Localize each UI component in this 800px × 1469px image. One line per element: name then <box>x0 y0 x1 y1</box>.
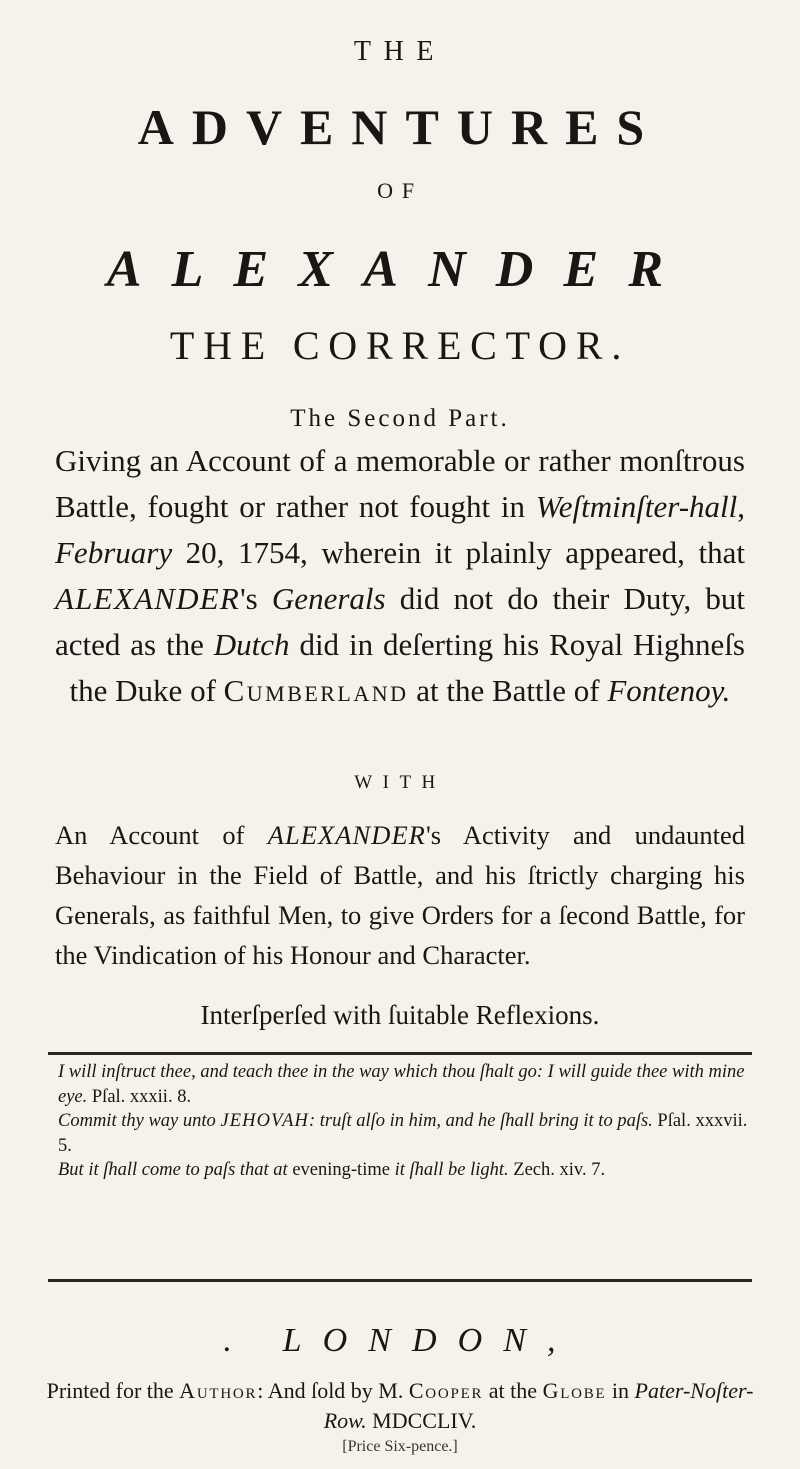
description-text: did in deſerting his Royal Highneſs the Duke of <box>69 627 745 708</box>
word-generals: Generals <box>271 581 386 616</box>
account-text: An Account of <box>55 820 268 850</box>
imprint-printer: Cooper <box>408 1378 484 1403</box>
epigraph-text: : truſt alſo in him, and he ſhall bring it to paſs. <box>308 1111 653 1131</box>
description-text: , <box>737 489 745 524</box>
title-adventures: ADVENTURES <box>137 99 663 155</box>
divider-rule <box>48 1052 752 1055</box>
price-note: [Price Six-pence.] <box>342 1438 458 1455</box>
epigraph-reference: Pſal. xxxvii. 5. <box>58 1111 748 1156</box>
name-cumberland: Cumberland <box>223 673 409 708</box>
epigraph-1 <box>58 1060 748 1109</box>
word-dutch: Dutch <box>213 627 290 662</box>
epigraph-divine-name: JEHOVAH <box>220 1111 309 1131</box>
account-text: 's Activity and undaunted Behaviour in the Field of Battle, and his ſtrictly charging his Generals, as faithful Men, to give Orders for a ſecond Battle, for the Vindication of his Honour and Character. <box>55 820 745 970</box>
second-account-paragraph <box>55 815 745 975</box>
imprint-street: Pater-Noſter-Row. <box>323 1378 754 1433</box>
title-the-corrector: THE CORRECTOR. <box>169 323 631 368</box>
epigraph-text: it ſhall be light. <box>389 1160 509 1180</box>
imprint-globe: Globe <box>542 1378 607 1403</box>
title-alexander: ALEXANDER <box>106 241 694 298</box>
epigraph-2 <box>58 1109 748 1158</box>
imprint-text: at the <box>483 1378 543 1403</box>
description-text: 20, 1754, wherein it plainly appeared, that <box>172 535 745 570</box>
imprint-author: Author <box>179 1378 258 1403</box>
name-alexander: ALEXANDER <box>267 820 426 850</box>
epigraph-reference: Zech. xiv. 7. <box>513 1160 606 1180</box>
date-month: February <box>55 535 173 570</box>
imprint-city: . LONDON, <box>223 1322 577 1359</box>
place-fontenoy: Fontenoy. <box>607 673 731 708</box>
epigraph-text: But it ſhall come to paſs that at <box>58 1160 293 1180</box>
interspersed-line: Interſperſed with ſuitable Reflexions. <box>200 1000 600 1030</box>
part-designation: The Second Part. <box>290 405 510 432</box>
place-name: Weſtminſter-hall <box>535 489 738 524</box>
epigraph-reference: Pſal. xxxii. 8. <box>91 1086 192 1107</box>
title-of: OF <box>377 178 423 203</box>
title-the: THE <box>353 36 447 67</box>
imprint-line <box>40 1376 760 1436</box>
description-paragraph <box>55 438 745 714</box>
imprint-year: MDCCLIV. <box>372 1408 477 1433</box>
description-text: at the Battle of <box>408 673 608 708</box>
divider-rule <box>48 1279 752 1282</box>
with-label: WITH <box>354 772 446 793</box>
imprint-text: Printed for the <box>46 1378 180 1403</box>
epigraph-text: I will inſtruct thee, and teach thee in the way which thou ſhalt go: I will guide thee with mine eye. <box>58 1062 745 1107</box>
description-text: 's <box>240 581 272 616</box>
imprint-text: in <box>606 1378 635 1403</box>
name-alexander: ALEXANDER <box>55 581 241 616</box>
epigraph-text: Commit thy way unto <box>58 1111 221 1131</box>
epigraph-text: evening-time <box>292 1160 390 1180</box>
epigraph-3 <box>58 1158 748 1183</box>
epigraph-block <box>58 1060 748 1183</box>
imprint-text: : And ſold by M. <box>257 1378 409 1403</box>
description-text: did not do their Duty, but acted as the <box>55 581 745 662</box>
description-text: Giving an Account of a memorable or rather monſtrous Battle, fought or rather not fought in <box>55 443 745 524</box>
